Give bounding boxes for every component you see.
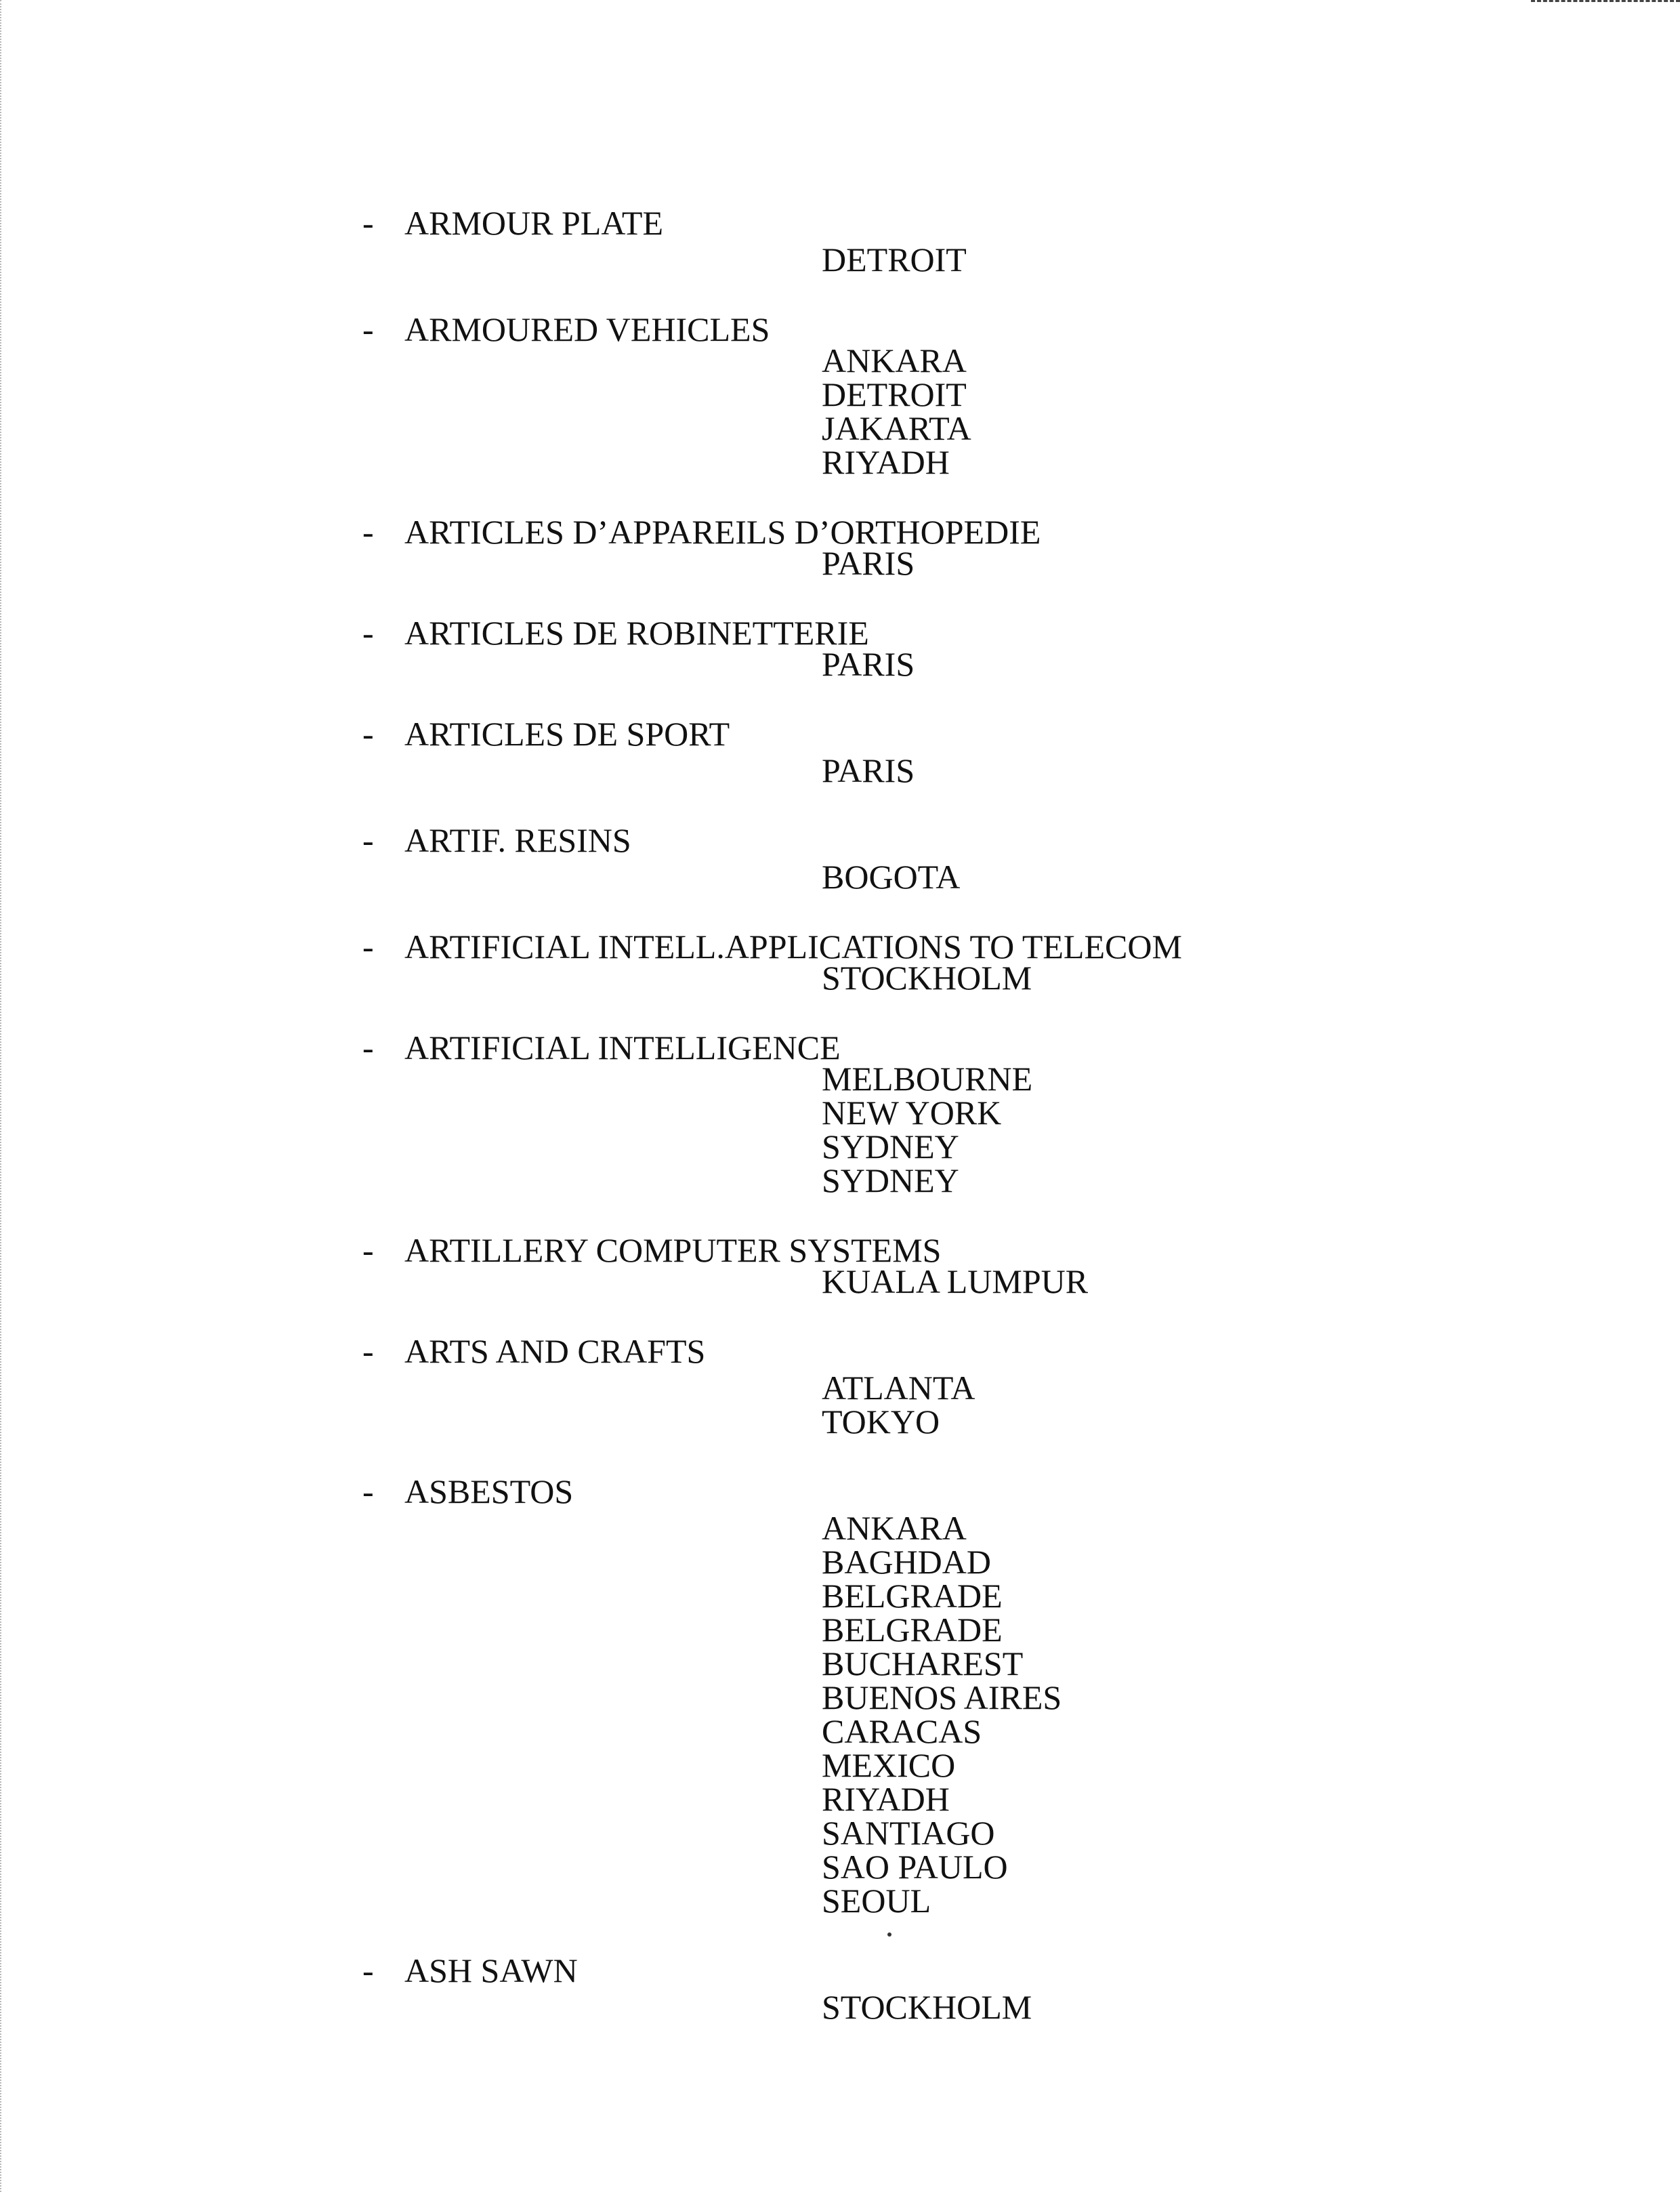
entry-heading-line xyxy=(362,1472,1582,1511)
list-item xyxy=(362,927,1582,1028)
entry-heading: ASH SAWN xyxy=(404,1951,578,1989)
entry-spacer xyxy=(362,1918,1582,1951)
city-name: MELBOURNE xyxy=(822,1060,1033,1098)
entry-heading-line xyxy=(362,1951,1582,1990)
entry-spacer xyxy=(362,681,1582,714)
city-name: SYDNEY xyxy=(822,1128,959,1165)
entry-heading: ARTILLERY COMPUTER SYSTEMS xyxy=(404,1231,942,1269)
city-name: ANKARA xyxy=(822,342,967,379)
entry-spacer xyxy=(362,894,1582,927)
scan-page-edge xyxy=(0,0,5,2192)
entry-spacer xyxy=(362,2024,1582,2057)
entry-heading: ARTICLES DE ROBINETTERIE xyxy=(404,614,869,652)
bullet-dash: - xyxy=(362,928,374,966)
city-name: BUENOS AIRES xyxy=(822,1678,1062,1716)
city-name: TOKYO xyxy=(822,1403,940,1441)
bullet-dash: - xyxy=(362,614,374,652)
city-list xyxy=(822,1990,1582,2024)
list-item xyxy=(362,1231,1582,1331)
entry-heading-line xyxy=(362,1028,1582,1067)
bullet-dash: - xyxy=(362,1472,374,1510)
city-name: NEW YORK xyxy=(822,1094,1002,1132)
city-name: JAKARTA xyxy=(822,409,971,447)
list-item xyxy=(362,512,1582,613)
list-item xyxy=(362,613,1582,714)
city-name: BAGHDAD xyxy=(822,1543,991,1581)
city-name: BUCHAREST xyxy=(822,1645,1024,1682)
city-name: BELGRADE xyxy=(822,1577,1003,1615)
list-item xyxy=(362,1951,1582,2057)
city-name: RIYADH xyxy=(822,443,950,481)
city-name: ATLANTA xyxy=(822,1369,975,1407)
city-name: STOCKHOLM xyxy=(822,1988,1032,2026)
entry-spacer xyxy=(362,479,1582,512)
entry-heading-line xyxy=(362,613,1582,653)
city-name: SYDNEY xyxy=(822,1161,959,1199)
city-name: DETROIT xyxy=(822,241,967,278)
bullet-dash: - xyxy=(362,1951,374,1989)
entry-list xyxy=(362,203,1582,2057)
city-name: DETROIT xyxy=(822,375,967,413)
entry-heading: ARTIFICIAL INTELL.APPLICATIONS TO TELECOM xyxy=(404,928,1182,966)
entry-heading: ARTICLES D’APPAREILS D’ORTHOPEDIE xyxy=(404,513,1041,551)
city-name: MEXICO xyxy=(822,1746,956,1784)
city-name: BELGRADE xyxy=(822,1611,1003,1649)
bullet-dash: - xyxy=(362,1332,374,1370)
city-name: RIYADH xyxy=(822,1780,950,1818)
list-item xyxy=(362,203,1582,310)
city-name: PARIS xyxy=(822,645,915,683)
city-list xyxy=(822,344,1582,479)
list-item xyxy=(362,1028,1582,1231)
city-list xyxy=(822,1062,1582,1197)
city-name: KUALA LUMPUR xyxy=(822,1262,1089,1300)
entry-heading-line xyxy=(362,927,1582,966)
entry-heading: ARTIF. RESINS xyxy=(404,821,631,859)
scan-top-rule xyxy=(1531,0,1680,2)
city-list xyxy=(822,753,1582,787)
city-list xyxy=(822,243,1582,276)
city-name: CARACAS xyxy=(822,1712,982,1750)
city-list xyxy=(822,1371,1582,1439)
city-name: SEOUL xyxy=(822,1882,931,1920)
list-item xyxy=(362,1472,1582,1951)
bullet-dash: - xyxy=(362,1029,374,1067)
entry-heading-line xyxy=(362,714,1582,753)
entry-spacer xyxy=(362,1197,1582,1231)
entry-heading: ARMOURED VEHICLES xyxy=(404,310,770,348)
entry-spacer xyxy=(362,1439,1582,1472)
entry-heading-line xyxy=(362,821,1582,860)
bullet-dash: - xyxy=(362,513,374,551)
entry-heading-line xyxy=(362,1331,1582,1371)
entry-heading-line xyxy=(362,1231,1582,1270)
city-name: SANTIAGO xyxy=(822,1814,995,1852)
entry-spacer xyxy=(362,995,1582,1028)
entry-heading: ASBESTOS xyxy=(404,1472,574,1510)
entry-heading-line xyxy=(362,310,1582,349)
city-list xyxy=(822,860,1582,894)
bullet-dash: - xyxy=(362,310,374,348)
entry-heading-line xyxy=(362,512,1582,552)
bullet-dash: - xyxy=(362,1231,374,1269)
city-name: PARIS xyxy=(822,751,915,789)
entry-spacer xyxy=(362,580,1582,613)
entry-heading: ARTS AND CRAFTS xyxy=(404,1332,706,1370)
list-item xyxy=(362,821,1582,927)
entry-spacer xyxy=(362,787,1582,821)
list-item xyxy=(362,714,1582,821)
bullet-dash: - xyxy=(362,821,374,859)
bullet-dash: - xyxy=(362,715,374,753)
entry-spacer xyxy=(362,276,1582,310)
list-item xyxy=(362,1331,1582,1472)
entry-heading: ARMOUR PLATE xyxy=(404,204,663,242)
city-list xyxy=(822,1511,1582,1918)
entry-heading-line xyxy=(362,203,1582,243)
entry-spacer xyxy=(362,1298,1582,1331)
city-name: PARIS xyxy=(822,544,915,582)
city-name: BOGOTA xyxy=(822,858,961,896)
city-name: ANKARA xyxy=(822,1509,967,1547)
entry-heading: ARTICLES DE SPORT xyxy=(404,715,730,753)
city-name: STOCKHOLM xyxy=(822,959,1032,997)
list-item xyxy=(362,310,1582,512)
city-name: SAO PAULO xyxy=(822,1848,1008,1886)
bullet-dash: - xyxy=(362,204,374,242)
entry-heading: ARTIFICIAL INTELLIGENCE xyxy=(404,1029,841,1067)
